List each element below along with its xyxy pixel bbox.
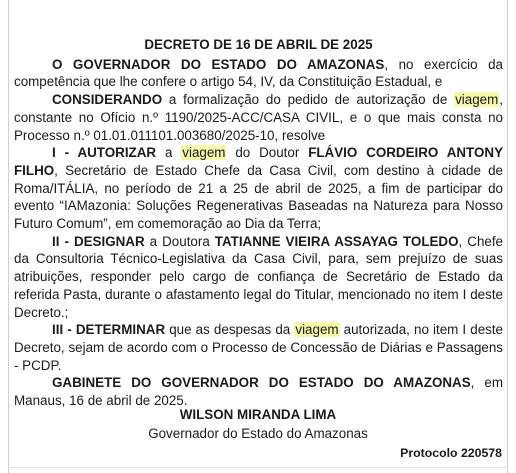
article-1-text-b: do Doutor xyxy=(226,145,309,161)
closing-paragraph xyxy=(14,374,503,409)
article-2 xyxy=(14,233,503,322)
signatory-name: WILSON MIRANDA LIMA xyxy=(179,407,337,422)
article-1 xyxy=(14,144,503,233)
considering-text-before: a formalização do pedido de autorização de xyxy=(162,92,455,108)
article-3-text-a: que as despesas da xyxy=(165,322,295,338)
protocol-number: Protocolo 220578 xyxy=(400,446,502,460)
signatory-role: Governador do Estado do Amazonas xyxy=(148,426,368,441)
office-heading: GABINETE DO GOVERNADOR DO ESTADO DO AMAZONAS xyxy=(52,375,471,391)
article-2-keyword: DESIGNAR xyxy=(73,233,145,249)
bottom-divider xyxy=(8,467,508,468)
article-3 xyxy=(14,321,503,374)
closing-text: , em Manaus, 16 de abril de 2025. xyxy=(14,375,503,409)
article-2-text-b: , Chefe da Consultoria Técnico-Legislativa da Casa Civil, para, sem prejuízo de suas atribuições, responder pelo cargo de confiança de Secretário de Estado da referida Pasta, durante o afastamento legal do Titular, mencionado no item I deste Decreto.; xyxy=(14,233,504,320)
article-2-text-a: a Doutora xyxy=(144,233,215,249)
intro-paragraph xyxy=(14,56,503,91)
article-3-prefix: III - xyxy=(52,322,76,338)
decree-title: DECRETO DE 16 DE ABRIL DE 2025 xyxy=(144,37,373,52)
intro-text: , no exercício da competência que lhe confere o artigo 54, IV, da Constituição Estadual, e xyxy=(14,56,503,90)
search-highlight: viagem xyxy=(182,145,226,161)
article-3-text-b: autorizada, no item I deste Decreto, sejam de acordo com o Processo de Concessão de Diárias e Passagens - PCDP. xyxy=(14,322,504,373)
governor-heading: O GOVERNADOR DO ESTADO DO AMAZONAS xyxy=(52,56,385,72)
article-2-prefix: II - xyxy=(52,233,74,249)
article-1-person: FLÁVIO CORDEIRO ANTONY FILHO xyxy=(14,145,504,178)
considering-text-after: , constante no Ofício n.º 1190/2025-ACC/CASA CIVIL, e o que mais consta no Processo n.º 01.01.011101.003680/2025-10, resolve xyxy=(14,92,503,143)
considering-paragraph xyxy=(14,91,503,144)
article-3-keyword: DETERMINAR xyxy=(75,322,166,338)
search-highlight: viagem xyxy=(295,322,339,338)
document-page xyxy=(8,0,508,473)
article-1-keyword: AUTORIZAR xyxy=(77,145,157,161)
considering-keyword: CONSIDERANDO xyxy=(52,92,163,108)
article-1-prefix: I - xyxy=(52,145,78,161)
decree-body xyxy=(14,36,503,410)
article-1-text-c: , Secretário de Estado Chefe da Casa Civil, com destino à cidade de Roma/ITÁLIA, no período de 21 a 25 de abril de 2025, a fim de participar do evento “IAMazonia: Soluções Regenerativas Baseadas na Natureza para Nosso Futuro Comum”, em comemoração ao Dia da Terra; xyxy=(14,162,503,232)
article-2-person: TATIANNE VIEIRA ASSAYAG TOLEDO xyxy=(214,233,459,249)
article-1-text-a: a xyxy=(156,145,182,161)
search-highlight: viagem xyxy=(455,92,499,108)
